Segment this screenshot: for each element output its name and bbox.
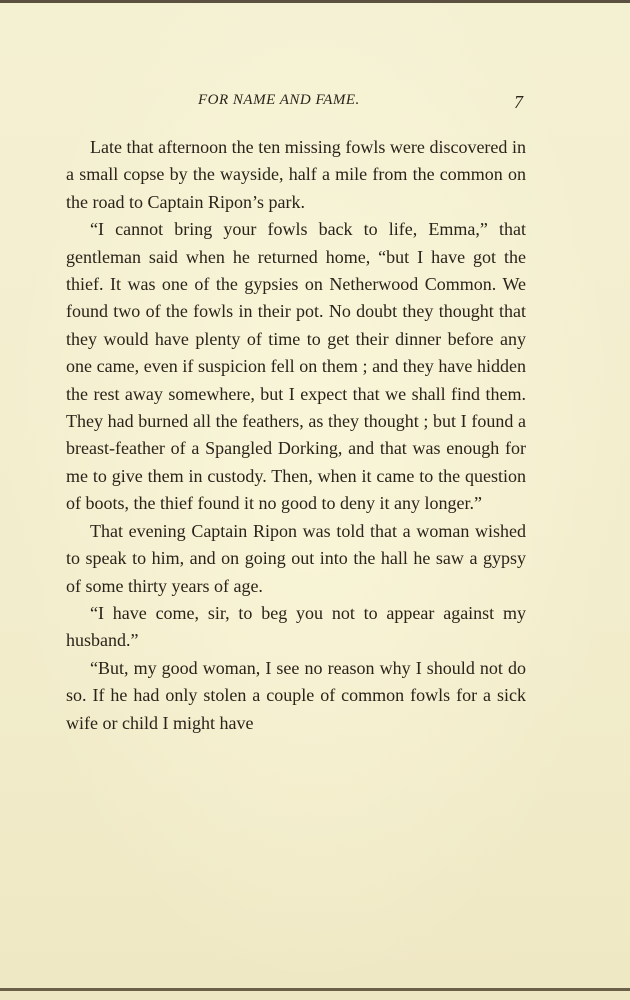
page-number: 7 — [514, 92, 523, 112]
bottom-edge-rule — [0, 988, 630, 991]
paragraph: “I cannot bring your fowls back to life, Emma,” that gentleman said when he returned home, “but I have got the thief. It was one of the gypsies on Netherwood Common. We found two of the fowls in their pot. No doubt they thought that they would have plenty of time to get their dinner before any one came, even if suspicion fell on them ; and they have hidden the rest away somewhere, but I expect that we shall find them. They had burned all the feathers, as they thought ; but I found a breast-feather of a Spangled Dorking, and that was enough for me to give them in custody. Then, when it came to the question of boots, the thief found it no good to deny it any longer.” — [66, 219, 526, 514]
body-text — [66, 134, 526, 737]
paragraph: Late that afternoon the ten missing fowls were discovered in a small copse by the wayside, half a mile from the common on the road to Captain Ripon’s park. — [66, 137, 526, 212]
paragraph: “I have come, sir, to beg you not to appear against my husband.” — [66, 602, 526, 651]
running-title: FOR NAME AND FAME. — [198, 92, 360, 108]
paragraph: That evening Captain Ripon was told that a woman wished to speak to him, and on going out into the hall he saw a gypsy of some thirty years of age. — [66, 520, 526, 596]
paragraph: “But, my good woman, I see no reason why I should not do so. If he had only stolen a couple of common fowls for a sick wife or child I might have — [66, 657, 526, 733]
top-edge-rule — [0, 0, 630, 3]
